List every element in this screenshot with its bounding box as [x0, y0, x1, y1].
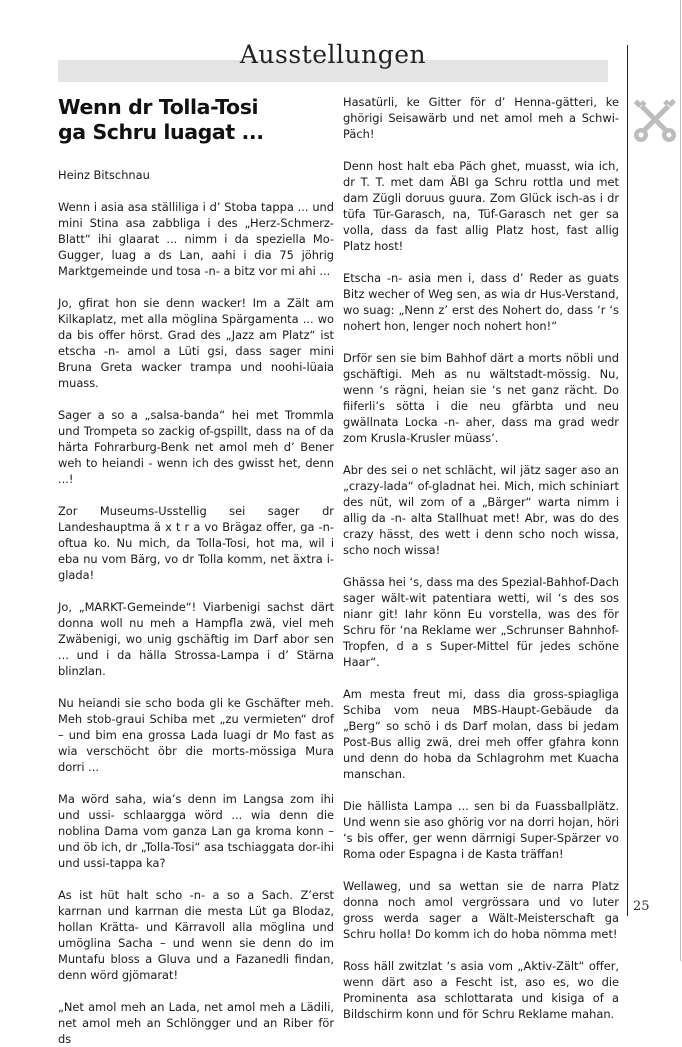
page-number: 25: [633, 899, 650, 914]
paragraph: Abr des sei o net schlächt, wil jätz sager aso an „crazy-lada“ of-gladnat hei. Mich, mich schiniart des nüt, wil zom of a „Bärger“ warta nimm i allig da -n- alta Stallhuat met! Abr, was do des crazy hässt, des wett i denn scho noch wissa, scho noch wissa!: [343, 463, 619, 557]
paragraph: Jo, „MARKT-Gemeinde“! Viarbenigi sachst därt donna woll nu meh a Hampfla zwä, viel meh Zwäbenigi, wo unig gschäftig im Darf abor sen ... und i da hälla Strossa-Lampa i d’ Stärna blinzlan.: [58, 600, 334, 678]
paragraph: Wenn i asia asa ställiliga i d’ Stoba tappa ... und mini Stina asa zabbliga i des „Herz-Schmerz-Blatt“ ihi glaarat ... nimm i da speziella Mo-Gugger, luag a ds Lan, aahi i dia 75 jöhrig Marktgemeinde und tosa -n- a bitz vor mi ahi ...: [58, 200, 334, 278]
paragraph: Zor Museums-Usstellig sei sager dr Landeshauptma ä x t r a vo Brägaz offer, ga -n- oftua ko. Nu mich, da Tolla-Tosi, hot ma, wil i eba nu vom Bärg, vo dr Tolla komm, net äxtra i-glada!: [58, 504, 334, 582]
headline-line-1: Wenn dr Tolla-Tosi: [58, 95, 259, 119]
article-right-column: [343, 94, 619, 1022]
paragraph: Am mesta freut mi, dass dia gross-spiagliga Schiba vom neua MBS-Haupt-Gebäude da „Berg“ so schö i ds Darf molan, dass bi jedam Post-Bus allig zwä, drei meh offer gfahra konn und denn do hoba da Schlagrohm met Kuacha manschan.: [343, 687, 619, 781]
paragraph: Etscha -n- asia men i, dass d’ Reder as guats Bitz wecher of Weg sen, as wia dr Hus-Verstand, wo suag: „Nenn z’ erst des Nohert do, dass ‘r ‘s nohert hon, lenger noch nohert hon!“: [343, 271, 619, 333]
headline-line-2: ga Schru luagat ...: [58, 120, 264, 144]
article-left-column: [58, 94, 334, 1047]
paragraph: Drför sen sie bim Bahhof därt a morts nöbli und gschäftigi. Meh as nu wältstadt-mössig. Nu, wenn ‘s rägni, heian sie ‘s net ganz rächt. Do fiiferli’s sötta i die neu gfärbta und neu gwällnata Locka -n- aher, dass ma grad wedr zom Krusla-Krusler müass’.: [343, 351, 619, 445]
paragraph: As ist hüt halt scho -n- a so a Sach. Z’erst karrnan und karrnan die mesta Lüt ga Blodaz, hollan Krätta- und Kärravoll alla möglina und umöglina Sacha – und wenn sie denn do im Muntafu bloss a Gluva und a Fazanedli findan, denn wörd gjömarat!: [58, 888, 334, 982]
paragraph: Ma wörd saha, wia’s denn im Langsa zom ihi und ussi- schlaargga wörd ... wia denn die noblina Dama vom ganza Lan ga kroma konn – und öb ich, dr „Tolla-Tosi“ asa tschiaggata dor-ihi und ussi-tappa ka?: [58, 792, 334, 870]
paragraph: Sager a so a „salsa-banda“ hei met Trommla und Trompeta so zackig of-gspillt, dass na of da härta Fohrarburg-Benk net amol meh d’ Bener weh to heiandi - wenn ich des gwisst het, denn ...!: [58, 408, 334, 486]
section-title: Ausstellungen: [239, 40, 427, 69]
paragraph: Wellaweg, und sa wettan sie de narra Platz donna noch amol vergrössara und vo luter gross werda sager a Wält-Meisterschaft ga Schru holla! Do komm ich do hoba nömma met!: [343, 879, 619, 941]
paragraph: Hasatürli, ke Gitter för d’ Henna-gätteri, ke ghörigi Seisawärb und net amol meh a Schwi-Päch!: [343, 95, 619, 141]
paragraph: Denn host halt eba Päch ghet, muasst, wia ich, dr T. T. met dam ÄBI ga Schru rottla und met dam Zügli doruus guura. Zom Glück isch-as i dr tüfa Tür-Garasch, na, Tüf-Garasch net ger sa volla, dass da fast allig Platz host, fast allig Platz host!: [343, 159, 619, 253]
article-author: Heinz Bitschnau: [58, 168, 150, 182]
paragraph: Ross häll zwitzlat ‘s asia vom „Aktiv-Zält“ offer, wenn därt aso a Fescht ist, aso es, wo die Prominenta asa schlottarata und kisiga of a Bildschirm konn und för Schru Reklame mahan.: [343, 959, 619, 1021]
paragraph: Ghässa hei ‘s, dass ma des Spezial-Bahhof-Dach sager wält-wit patentiara wetti, wil ‘s des sos nianr git! Iahr könn Eu vorstella, was des för Schru för ‘na Reklame wer „Schrunser Bahnhof-Tropfen, d a s Super-Mittel für jedes schöne Haar“.: [343, 575, 619, 669]
page-edge-line: [680, 0, 681, 961]
paragraph: Die hällista Lampa ... sen bi da Fuassballplätz. Und wenn sie aso ghörig vor na dorri hojan, höri ‘s bis offer, ger wenn därrnigi Super-Spärzer vo Roma oder Espagna i de Kasta träffan!: [343, 799, 619, 861]
article-headline: [58, 95, 334, 145]
paragraph: Nu heiandi sie scho boda gli ke Gschäfter meh. Meh stob-graui Schiba met „zu vermieten“ drof – und bim ena grossa Lada luagi dr Mo fast as wia verschöcht öbr die morts-mössiga Mura dorri ...: [58, 696, 334, 774]
paragraph: Jo, gfirat hon sie denn wacker! Im a Zält am Kilkaplatz, met alla möglina Spärgamenta ... wo da bis offer hörst. Grad des „Jazz am Platz“ ist etscha -n- amol a Lüti gsi, dass sager mini Bruna Greta wacker trampa und noohi-lüaia muass.: [58, 296, 334, 390]
paragraph: „Net amol meh an Lada, net amol meh a Lädili, net amol meh an Schlöngger und an Riber för ds: [58, 1000, 334, 1046]
crossed-keys-icon: [632, 98, 678, 144]
margin-vertical-rule: [627, 45, 628, 916]
